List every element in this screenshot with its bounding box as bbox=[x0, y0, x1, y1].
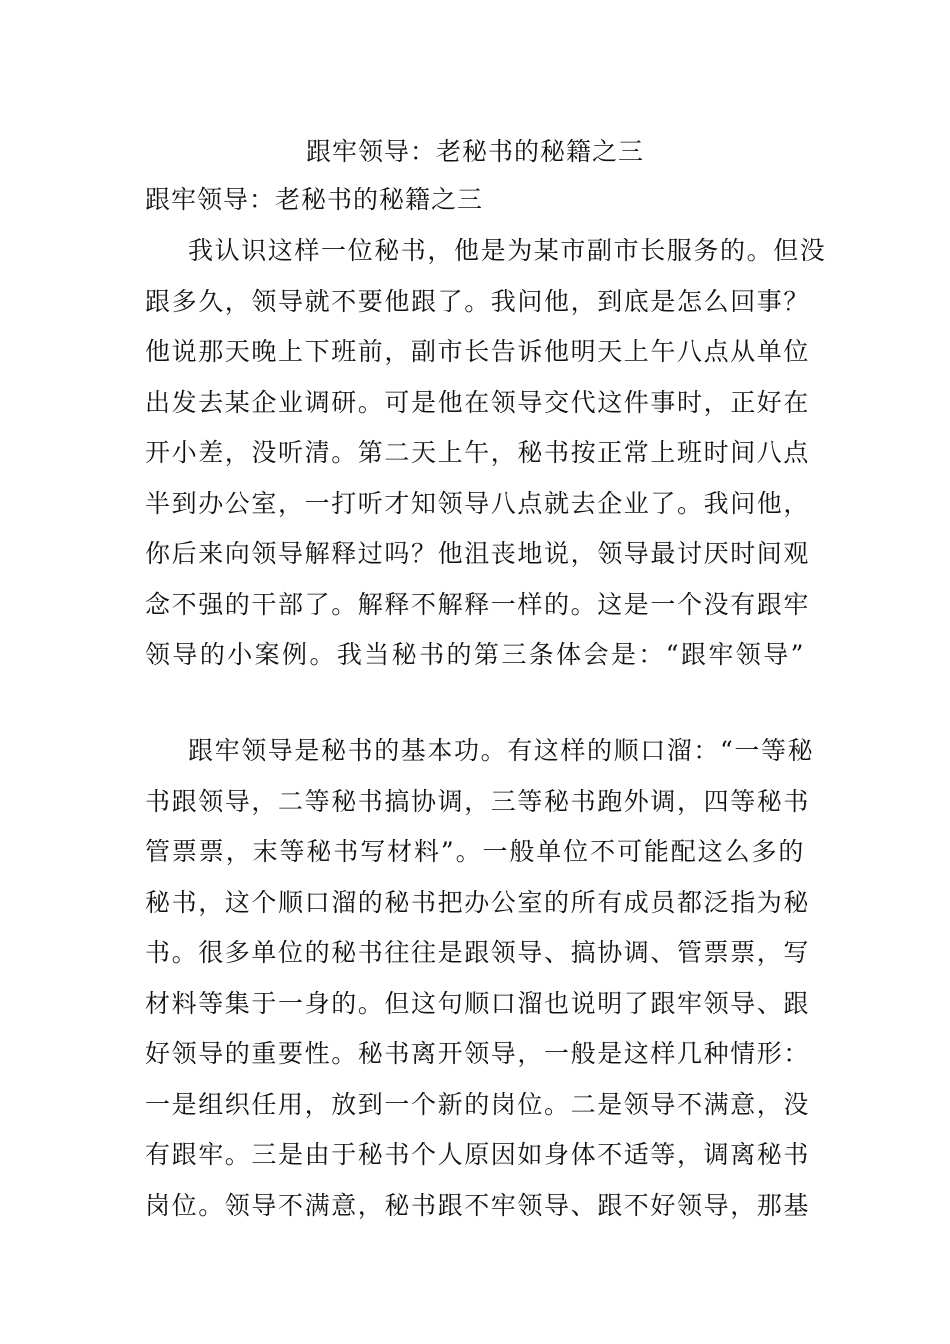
paragraph-line: 出发去某企业调研。可是他在领导交代这件事时，正好在 bbox=[145, 387, 811, 417]
paragraph-line: 领导的小案例。我当秘书的第三条体会是：“跟牢领导” bbox=[145, 640, 805, 669]
paragraph-line: 岗位。领导不满意，秘书跟不牢领导、跟不好领导，那基 bbox=[145, 1190, 811, 1220]
paragraph-line: 他说那天晚上下班前，副市长告诉他明天上午八点从单位 bbox=[145, 337, 811, 366]
paragraph-line: 管票票，末等秘书写材料”。一般单位不可能配这么多的 bbox=[145, 837, 805, 866]
paragraph-line: 跟牢领导是秘书的基本功。有这样的顺口溜：“一等秘 bbox=[188, 736, 815, 765]
paragraph-line: 半到办公室，一打听才知领导八点就去企业了。我问他， bbox=[145, 488, 811, 518]
paragraph-line: 秘书，这个顺口溜的秘书把办公室的所有成员都泛指为秘 bbox=[145, 887, 811, 917]
document-title: 跟牢领导：老秘书的秘籍之三 bbox=[305, 137, 644, 166]
paragraph-line: 念不强的干部了。解释不解释一样的。这是一个没有跟牢 bbox=[145, 589, 811, 619]
paragraph-line: 有跟牢。三是由于秘书个人原因如身体不适等，调离秘书 bbox=[145, 1140, 811, 1169]
paragraph-1 bbox=[145, 226, 827, 681]
document-subtitle: 跟牢领导：老秘书的秘籍之三 bbox=[145, 185, 484, 214]
paragraph-line: 跟多久，领导就不要他跟了。我问他，到底是怎么回事？ bbox=[145, 286, 811, 316]
paragraph-line: 材料等集于一身的。但这句顺口溜也说明了跟牢领导、跟 bbox=[145, 988, 811, 1018]
paragraph-line: 书。很多单位的秘书往往是跟领导、搞协调、管票票，写 bbox=[145, 938, 811, 967]
paragraph-line: 你后来向领导解释过吗？他沮丧地说，领导最讨厌时间观 bbox=[145, 539, 811, 568]
paragraph-line: 书跟领导，二等秘书搞协调，三等秘书跑外调，四等秘书 bbox=[145, 786, 811, 816]
paragraph-line: 一是组织任用，放到一个新的岗位。二是领导不满意，没 bbox=[145, 1089, 811, 1119]
paragraph-2 bbox=[145, 726, 815, 1231]
paragraph-line: 好领导的重要性。秘书离开领导，一般是这样几种情形： bbox=[145, 1039, 811, 1068]
paragraph-line: 开小差，没听清。第二天上午，秘书按正常上班时间八点 bbox=[145, 438, 811, 467]
paragraph-line: 我认识这样一位秘书，他是为某市副市长服务的。但没 bbox=[188, 236, 827, 265]
